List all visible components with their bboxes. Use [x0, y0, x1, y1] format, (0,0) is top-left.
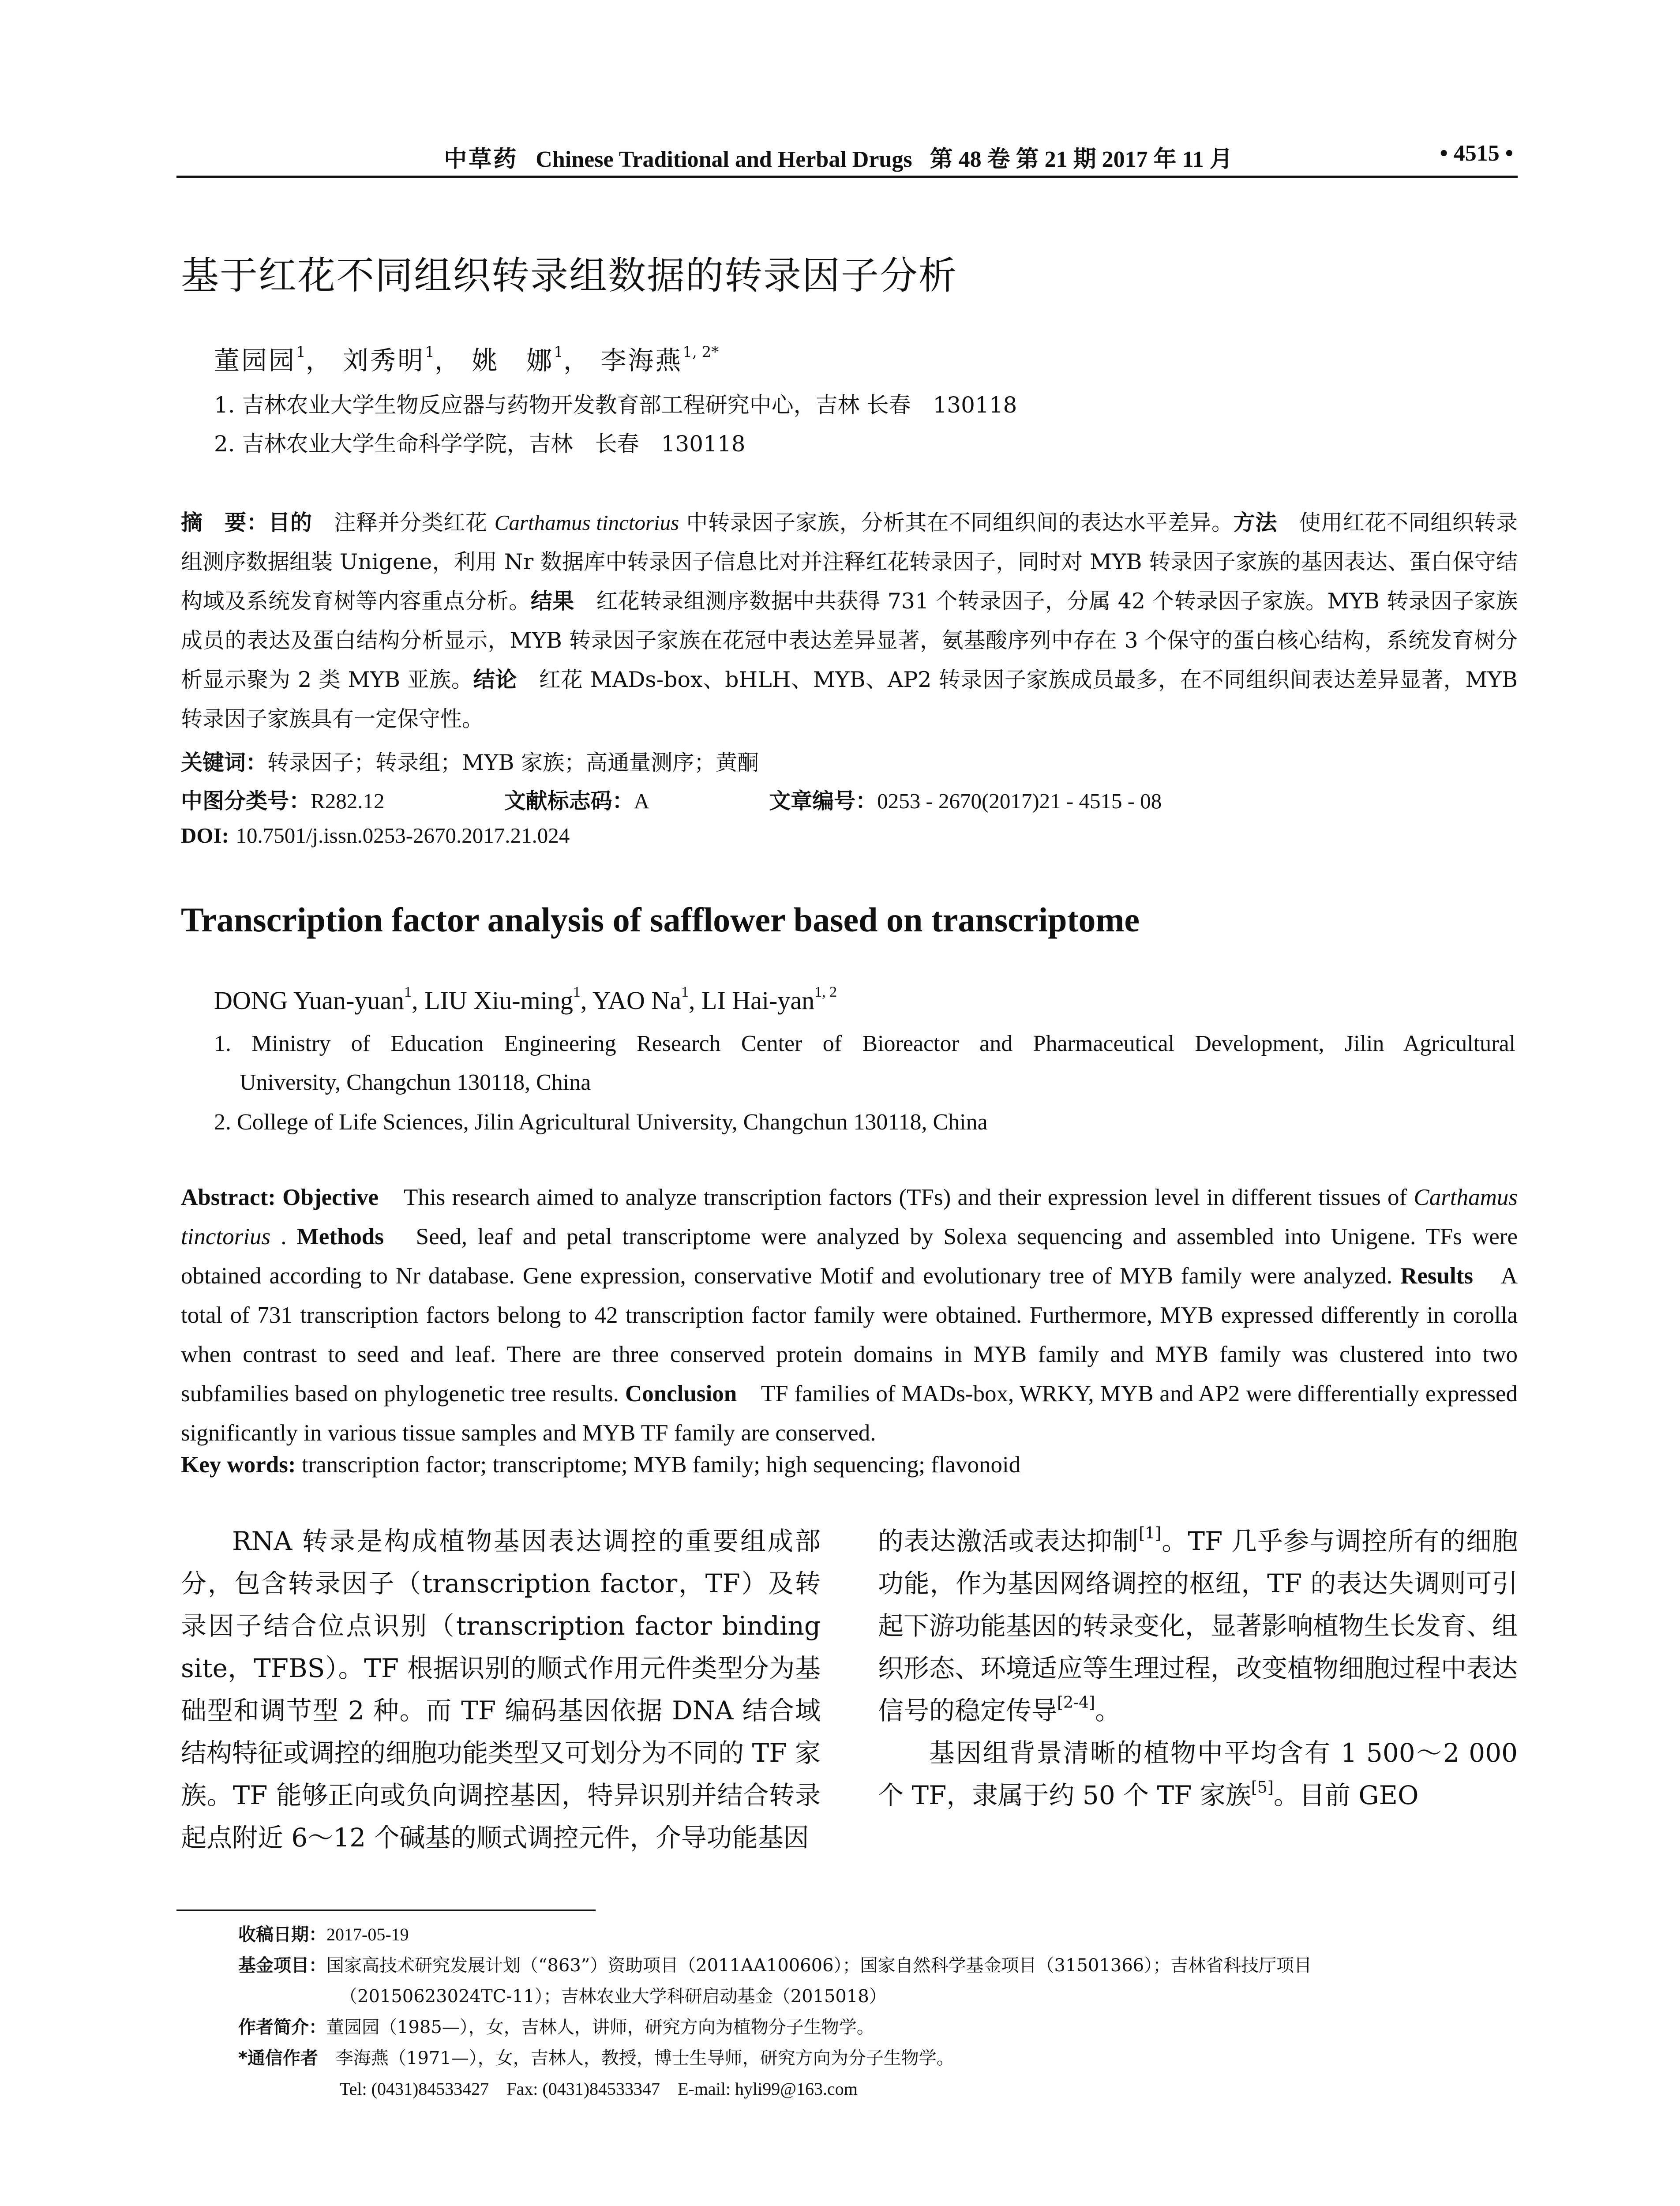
species-name: Carthamus tinctorius: [181, 1185, 1518, 1249]
citation-ref[interactable]: [1]: [1139, 1524, 1162, 1542]
citation-ref[interactable]: [5]: [1251, 1778, 1274, 1797]
author-affiliation-mark: 1: [554, 343, 563, 361]
author-name: LI Hai-yan: [701, 986, 815, 1015]
objective-label: Objective: [282, 1185, 379, 1210]
author-affiliation-mark: 1: [296, 343, 306, 361]
header-rule: [176, 176, 1518, 178]
keywords-label: 关键词：: [181, 750, 268, 775]
citation-ref[interactable]: [2-4]: [1057, 1694, 1095, 1712]
abstract-label: 摘 要：: [181, 510, 269, 535]
keywords-text: 转录因子；转录组；MYB 家族；高通量测序；黄酮: [267, 750, 759, 775]
doi-link[interactable]: 10.7501/j.issn.0253-2670.2017.21.024: [236, 823, 570, 848]
issue-info: 第 48 卷 第 21 期 2017 年 11 月: [930, 147, 1233, 172]
english-keywords: Key words: transcription factor; transcriptome; MYB family; high sequencing; flavonoid: [181, 1452, 1021, 1478]
chinese-affiliation-1: 1. 吉林农业大学生物反应器与药物开发教育部工程研究中心，吉林 长春 130118: [214, 392, 1017, 418]
methods-label: Methods: [296, 1224, 384, 1249]
body-column-right: [878, 1520, 1518, 1816]
body-text: 。: [1095, 1696, 1121, 1726]
body-text: 。TF 几乎参与调控所有的细胞功能，作为基因网络调控的枢纽，TF 的表达失调则可引起下游功能基因的转录变化，显著影响植物生长发育、组织形态、环境适应等生理过程，改变植物细胞过程中表达信号的稳定传导: [878, 1526, 1518, 1726]
english-authors: DONG Yuan-yuan$^1$, LIU Xiu-ming$^1$, YAO Na$^1$, LI Hai-yan$^{1, 2}$: [214, 984, 837, 1015]
body-column-left: [181, 1520, 821, 1859]
body-paragraph: RNA 转录是构成植物基因表达调控的重要组成部分，包含转录因子（transcription factor，TF）及转录因子结合位点识别（transcription factor binding site，TFBS）。TF 根据识别的顺式作用元件类型分为基础型和调节型 2 种。而 TF 编码基因依据 DNA 结合域结构特征或调控的细胞功能类型又可划分为不同的 TF 家族。TF 能够正向或负向调控基因，特异识别并结合转录起点附近 6～12 个碱基的顺式调控元件，介导功能基因: [181, 1526, 821, 1853]
author-bio: 作者简介：董园园（1985—），女，吉林人，讲师，研究方向为植物分子生物学。: [238, 2017, 874, 2037]
conclusion-label: 结论: [473, 667, 518, 692]
body-text: 。目前 GEO: [1273, 1780, 1419, 1810]
corresponding-author: *通信作者 李海燕（1971—），女，吉林人，教授，博士生导师，研究方向为分子生物学。: [238, 2048, 954, 2068]
author-name: 刘秀明: [343, 345, 425, 375]
english-abstract: Abstract: Objective This research aimed to analyze transcription factors (TFs) and their expression level in different tissues of Carthamus tinctorius . Methods Seed, leaf and petal transcriptome were analyzed by Solexa sequencing and assembled into Unigene. TFs were obtained according to Nr database. Gene expression, conservative Motif and evolutionary tree of MYB family were analyzed. Results A total of 731 transcription factors belong to 42 transcription factor family were obtained. Furthermore, MYB expressed differently in corolla when contrast to seed and leaf. There are three conserved protein domains in MYB family and MYB family was clustered into two subfamilies based on phylogenetic tree results. Conclusion TF families of MADs-box, WRKY, MYB and AP2 were differentially expressed significantly in various tissue samples and MYB TF family are conserved.: [181, 1185, 1518, 1446]
article-number: 0253 - 2670(2017)21 - 4515 - 08: [877, 789, 1162, 813]
conclusion-label: Conclusion: [625, 1381, 737, 1407]
author-affiliation-mark: 1, 2*: [682, 343, 719, 361]
english-affiliation-2: 2. College of Life Sciences, Jilin Agricultural University, Changchun 130118, China: [214, 1110, 988, 1135]
body-paragraph: [878, 1732, 1518, 1816]
footnotes: [238, 1919, 1518, 2105]
chinese-keywords: [181, 746, 759, 777]
methods-label: 方法: [1233, 510, 1277, 535]
received-date: 收稿日期：2017-05-19: [238, 1925, 409, 1945]
body-text: 的表达激活或表达抑制: [878, 1526, 1139, 1556]
running-header: [176, 140, 1513, 176]
objective-label: 目的: [268, 510, 312, 535]
english-affiliation-1: 1. Ministry of Education Engineering Research Center of Bioreactor and Pharmaceutical Development, Jilin Agricultural University, Changchun 130118, China: [214, 1031, 1515, 1095]
contact-info: Tel: (0431)84533427 Fax: (0431)84533347 E-mail: hyli99@163.com: [340, 2079, 858, 2099]
classification-line: 中图分类号：R282.12 文献标志码：A 文章编号：0253 - 2670(2017)21 - 4515 - 08: [181, 788, 1162, 814]
fund-info-continued: （20150623024TC-11）；吉林农业大学科研启动基金（2015018）: [340, 1986, 887, 2007]
author-name: 李海燕: [600, 345, 683, 375]
clc-number: R282.12: [311, 789, 385, 813]
author-name: 姚 娜: [472, 345, 554, 375]
results-label: Results: [1400, 1263, 1473, 1289]
body-text: 基因组背景清晰的植物中平均含有 1 500～2 000 个 TF，隶属于约 50 个 TF 家族: [878, 1738, 1518, 1810]
chinese-authors: 董园园$^1$， 刘秀明$^1$， 姚 娜$^1$， 李海燕$^{1, 2*}$: [214, 343, 719, 375]
author-name: LIU Xiu-ming: [424, 986, 573, 1015]
results-label: 结果: [530, 589, 574, 614]
fund-info: 基金项目：国家高技术研究发展计划（“863”）资助项目（2011AA100606）；国家自然科学基金项目（31501366）；吉林省科技厅项目: [238, 1955, 1312, 1976]
page-number: • 4515 •: [1440, 141, 1513, 166]
species-name: Carthamus tinctorius: [494, 510, 679, 535]
author-affiliation-mark: 1: [425, 343, 435, 361]
doi-line: DOI: 10.7501/j.issn.0253-2670.2017.21.024: [181, 823, 570, 848]
document-code: A: [634, 789, 650, 813]
author-name: 董园园: [214, 345, 296, 375]
footnote-rule: [176, 1910, 596, 1911]
author-name: DONG Yuan-yuan: [214, 986, 405, 1015]
journal-name-en: Chinese Traditional and Herbal Drugs: [536, 147, 912, 172]
journal-name-cn: 中草药: [444, 146, 518, 173]
english-title: Transcription factor analysis of safflower based on transcriptome: [181, 900, 1140, 939]
chinese-affiliation-2: 2. 吉林农业大学生命科学学院，吉林 长春 130118: [214, 431, 746, 457]
body-paragraph-continued: [878, 1520, 1518, 1732]
chinese-abstract: 摘 要：目的 注释并分类红花 Carthamus tinctorius 中转录因子家族，分析其在不同组织间的表达水平差异。方法 使用红花不同组织转录组测序数据组装 Unigene，利用 Nr 数据库中转录因子信息比对并注释红花转录因子，同时对 MYB 转录因子家族的基因表达、蛋白保守结构域及系统发育树等内容重点分析。结果 红花转录组测序数据中共获得 731 个转录因子，分属 42 个转录因子家族。MYB 转录因子家族成员的表达及蛋白结构分析显示，MYB 转录因子家族在花冠中表达差异显著，氨基酸序列中存在 3 个保守的蛋白核心结构，系统发育树分析显示聚为 2 类 MYB 亚族。结论 红花 MADs-box、bHLH、MYB、AP2 转录因子家族成员最多，在不同组织间表达差异显著，MYB 转录因子家族具有一定保守性。: [181, 510, 1518, 732]
chinese-title: 基于红花不同组织转录组数据的转录因子分析: [181, 254, 957, 298]
author-name: YAO Na: [592, 986, 682, 1015]
